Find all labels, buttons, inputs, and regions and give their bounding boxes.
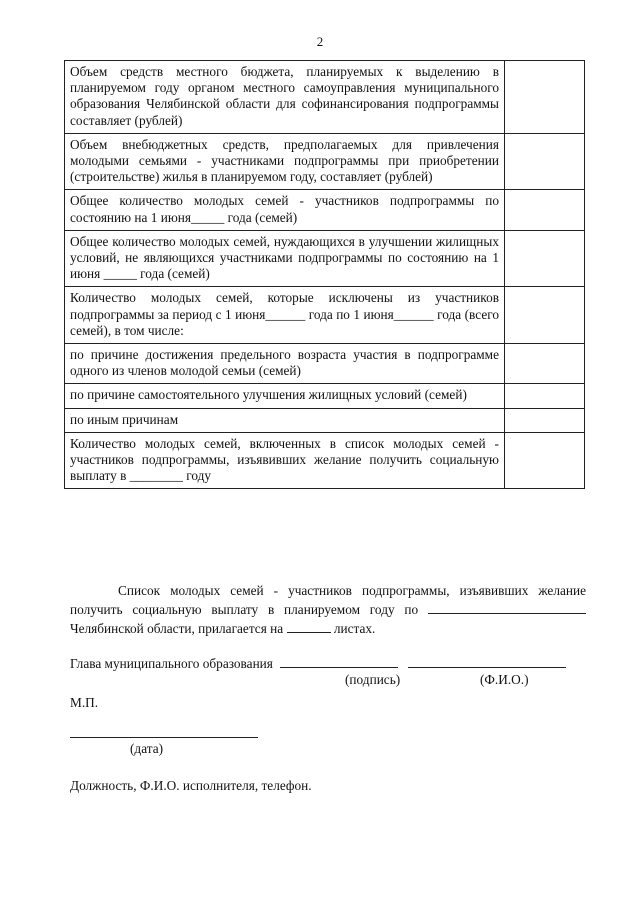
row-label: Объем средств местного бюджета, планируемых к выделению в планируемом году органом местного самоуправления муниципального образования Челябинской области для софинансирования подпрограммы составляет (рублей) [65,61,505,134]
stamp-label: М.П. [70,695,99,710]
row-label: Объем внебюджетных средств, предполагаемых для привлечения молодыми семьями - участниками подпрограммы при приобретении (строительстве) жилья в планируемом году, составляет (рублей) [65,133,505,190]
row-value-cell[interactable] [505,190,585,230]
table-row [65,133,585,190]
list-attachment-paragraph [70,581,586,638]
row-label: Количество молодых семей, которые исключены из участников подпрограммы за период с 1 июня______ года по 1 июня______ года (всего семей), в том числе: [65,287,505,344]
executor-line: Должность, Ф.И.О. исполнителя, телефон. [70,778,312,793]
row-value-cell[interactable] [505,432,585,489]
table-row [65,432,585,489]
region-blank-field[interactable] [428,601,586,614]
table-row [65,408,585,432]
signature-caption: (подпись) [345,672,401,687]
report-table [64,60,585,489]
row-value-cell[interactable] [505,344,585,384]
table-row [65,287,585,344]
row-value-cell[interactable] [505,384,585,408]
row-value-cell[interactable] [505,230,585,287]
row-value-cell[interactable] [505,61,585,134]
row-label: по причине достижения предельного возраста участия в подпрограмме одного из членов молодой семьи (семей) [65,344,505,384]
row-value-cell[interactable] [505,408,585,432]
row-label: Количество молодых семей, включенных в список молодых семей - участников подпрограммы, изъявивших желание получить социальную выплату в ________ году [65,432,505,489]
table-row [65,384,585,408]
table-row [65,190,585,230]
signature-blank-field[interactable] [280,655,398,668]
full-name-blank-field[interactable] [408,655,566,668]
table-row [65,344,585,384]
report-table-body [65,61,585,489]
row-label: Общее количество молодых семей - участников подпрограммы по состоянию на 1 июня_____ года (семей) [65,190,505,230]
row-value-cell[interactable] [505,133,585,190]
list-paragraph-text-3: листах. [330,621,376,636]
signature-line [70,655,590,672]
date-blank-field[interactable] [70,737,258,738]
row-label: Общее количество молодых семей, нуждающихся в улучшении жилищных условий, не являющихся участниками подпрограммы по состоянию на 1 июня _____ года (семей) [65,230,505,287]
page-number: 2 [316,34,324,49]
table-row [65,230,585,287]
row-label: по иным причинам [65,408,505,432]
list-paragraph-text-1: Список молодых семей - участников подпрограммы, изъявивших желание получить социальную выплату в планируемом году по [70,583,586,617]
date-caption: (дата) [130,741,164,756]
sheets-count-blank-field[interactable] [287,620,331,633]
full-name-caption: (Ф.И.О.) [480,672,529,687]
row-label: по причине самостоятельного улучшения жилищных условий (семей) [65,384,505,408]
head-label: Глава муниципального образования [70,656,273,671]
list-paragraph-text-2: Челябинской области, прилагается на [70,621,287,636]
table-row [65,61,585,134]
row-value-cell[interactable] [505,287,585,344]
